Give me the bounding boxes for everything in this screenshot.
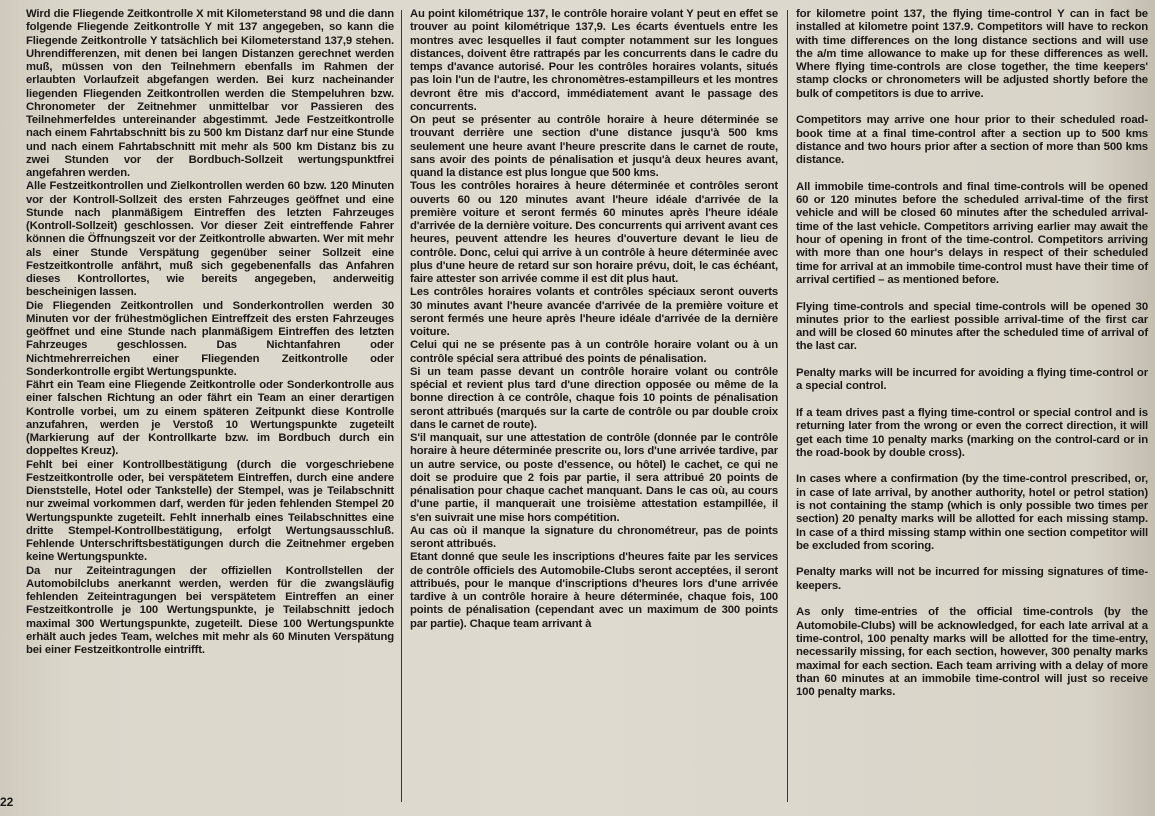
column-divider	[401, 10, 402, 802]
english-paragraph: for kilometre point 137, the flying time-control Y can in fact be installed at kilometre point 137.9. Competitors will have to reckon with time differences on the long distance sections and will use the a/m time allowance to make up for these differences as well. Where flying time-controls are close together, the time keepers' stamp clocks or chronometers will be adjusted shortly before the bulk of competitors is due to arrive.	[796, 8, 1148, 100]
english-paragraph: In cases where a confirmation (by the time-control prescribed, or, in case of late arrival, by another authority, hotel or petrol station) is not containing the stamp (which is only possible two times per section) 20 penalty marks will be allotted for each missing stamp. In case of a third missing stamp within one section competitor will be excluded from scoring.	[796, 473, 1148, 552]
german-paragraph: Fehlt bei einer Kontrollbestätigung (durch die vorgeschriebene Festzeitkontrolle oder, bei verspätetem Eintreffen, durch eine andere Dienststelle, Hotel oder Tankstelle) der Stempel, was je Teilabschnitt nur zweimal vorkommen darf, werden für jeden fehlenden Stempel 20 Wertungspunkte zugeteilt. Fehlt innerhalb eines Teilabschnittes eine dritte Stempel-Kontrollbestätigung, erfolgt Wertungsausschluß. Fehlende Unterschriftsbestätigungen durch die Zeitnehmer ergeben keine Wertungspunkte.	[26, 458, 394, 564]
english-paragraph: All immobile time-controls and final time-controls will be opened 60 or 120 minutes before the scheduled arrival-time of the first vehicle and will be closed 60 minutes after the scheduled arrival-time of the last vehicle. Competitors arriving earlier may await the hour of opening in front of the time-control. Competitors arriving with more than one hour's delays in respect of their scheduled time for arrival at an immobile time-control must have their time of arrival certified – as mentioned before.	[796, 180, 1148, 286]
french-paragraph: Les contrôles horaires volants et contrôles spéciaux seront ouverts 30 minutes avant l'heure avancée d'arrivée de la première voiture et seront fermés une heure après l'heure idéale d'arrivée de la dernière voiture.	[410, 286, 778, 338]
french-paragraph: S'il manquait, sur une attestation de contrôle (donnée par le contrôle horaire à heure déterminée prescrite ou, lors d'une arrivée tardive, par un autre service, ou poste d'essence, ou hôtel) le cachet, ce qui ne doit se produire que 2 fois par partie, il sera attribué 20 points de pénalisation pour chaque cachet manquant. Dans le cas où, au cours d'une partie, il manquerait une troisième attestation estampillée, il s'en suivrait une mise hors compétition.	[410, 432, 778, 524]
german-paragraph: Wird die Fliegende Zeitkontrolle X mit Kilometerstand 98 und die dann folgende Fliegende Zeitkontrolle Y mit 137 angegeben, so kann die Fliegende Zeitkontrolle Y tatsächlich bei Kilometerstand 137,9 stehen. Uhrendifferenzen, mit denen bei langen Distanzen gerechnet werden muß, müssen von den Teilnehmern ebenfalls im Rahmen der erlaubten Vorlaufzeit abgefangen werden. Bei kurz nacheinander liegenden Fliegenden Zeitkontrollen werden die Stempeluhren bzw. Chronometer der Zeitnehmer unmittelbar vor Passieren des Teilnehmerfeldes untereinander abgestimmt. Jede Festzeitkontrolle nach einem Fahrtabschnitt bis zu 500 km Distanz darf nur eine Stunde und nach einem Fahrtabschnitt mit mehr als 500 km Distanz bis zu zwei Stunden vor der Bordbuch-Sollzeit wertungspunktfrei angefahren werden.	[26, 8, 394, 179]
english-paragraph: Competitors may arrive one hour prior to their scheduled road-book time at a final time-control after a section up to 500 kms distance and two hours prior after a section of more than 500 kms distance.	[796, 114, 1148, 167]
column-divider	[787, 10, 788, 802]
page-number: 22	[0, 795, 14, 809]
french-paragraph: Tous les contrôles horaires à heure déterminée et contrôles seront ouverts 60 ou 120 minutes avant l'heure idéale d'arrivée de la première voiture et seront fermés 60 minutes après l'heure idéale d'arrivée de la dernière voiture. Des concurrents qui arrivent avant ces heures, peuvent attendre les heures d'ouverture devant le lieu de contrôle. Donc, celui qui arrive à un contrôle à heure déterminée avec plus d'une heure de retard sur son horaire prévu, doit, le cas échéant, faire attester son arrivée comme il est dit plus haut.	[410, 180, 778, 285]
english-paragraph: Penalty marks will not be incurred for missing signatures of time-keepers.	[796, 566, 1148, 592]
english-text-column	[796, 8, 1148, 713]
french-paragraph: Si un team passe devant un contrôle horaire volant ou contrôle spécial et revient plus tard d'une direction opposée ou même de la bonne direction à ce contrôle, chaque fois 10 points de pénalisation seront attribués (marqués sur la carte de contrôle ou par double croix dans le carnet de route).	[410, 365, 778, 431]
french-paragraph: On peut se présenter au contrôle horaire à heure déterminée se trouvant derrière une section d'une distance jusqu'à 500 kms seulement une heure avant l'heure prescrite dans le carnet de route, sans avoir des points de pénalisation et jusqu'à deux heures avant, quand la distance est plus longue que 500 kms.	[410, 114, 778, 179]
german-paragraph: Da nur Zeiteintragungen der offiziellen Kontrollstellen der Automobilclubs anerkannt werden, werden für die zwangsläufig fehlenden Zeiteintragungen bei verspätetem Eintreffen an einer Festzeitkontrolle je 100 Wertungspunkte, je Teilabschnitt jedoch maximal 300 Wertungspunkte, zugeteilt. Diese 100 Wertungspunkte erhält auch jedes Team, welches mit mehr als 60 Minuten Verspätung bei einer Festzeitkontrolle eintrifft.	[26, 564, 394, 656]
french-text-column	[410, 8, 778, 631]
french-paragraph: Au point kilométrique 137, le contrôle horaire volant Y peut en effet se trouver au point kilométrique 137,9. Les écarts éventuels entre les montres avec lesquelles il faut compter notamment sur les longues distances, doivent être rattrapés par les concurrents dans le cadre du temps d'avance autorisé. Pour les contrôles horaires volants, situés pas loin l'un de l'autre, les chronomètres-estampilleurs et les montres devront être mis d'accord, immédiatement avant le passage des concurrents.	[410, 8, 778, 113]
english-paragraph: Flying time-controls and special time-controls will be opened 30 minutes prior to the earliest possible arrival-time of the first car and will be closed 60 minutes after the scheduled time of arrival of the last car.	[796, 300, 1148, 353]
french-paragraph: Etant donné que seule les inscriptions d'heures faite par les services de contrôle officiels des Automobile-Clubs seront acceptées, il seront attribués, pour le manque d'inscriptions d'heures lors d'une arrivée tardive à un contrôle horaire à heure déterminée, chaque fois, 100 points de pénalisation (cependant avec un maximum de 300 points par partie). Chaque team arrivant à	[410, 551, 778, 630]
german-text-column	[26, 8, 394, 657]
english-paragraph: As only time-entries of the official time-controls (by the Automobile-Clubs) will be acknowledged, for each late arrival at a time-control, 100 penalty marks will be allotted for the time-entry, necessarily missing, for each section, however, 300 penalty marks maximal for each section. Each team arriving with a delay of more than 60 minutes at an immobile time-control will just so receive 100 penalty marks.	[796, 606, 1148, 699]
english-paragraph: Penalty marks will be incurred for avoiding a flying time-control or a special control.	[796, 367, 1148, 393]
german-paragraph: Die Fliegenden Zeitkontrollen und Sonderkontrollen werden 30 Minuten vor der frühestmöglichen Eintreffzeit des ersten Fahrzeuges geöffnet und eine Stunde nach planmäßigem Eintreffen des letzten Fahrzeuges geschlossen. Das Nichtanfahren oder Nichtmehrerreichen einer Fliegenden Zeitkontrolle oder Sonderkontrolle ergibt Wertungspunkte.	[26, 299, 394, 378]
german-paragraph: Fährt ein Team eine Fliegende Zeitkontrolle oder Sonderkontrolle aus einer falschen Richtung an oder fährt ein Team an einer derartigen Kontrolle vorbei, um zu einem späteren Zeitpunkt diese Kontrolle anzufahren, werden je Verstoß 10 Wertungspunkte zugeteilt (Markierung auf der Kontrollkarte bzw. im Bordbuch durch ein doppeltes Kreuz).	[26, 379, 394, 458]
french-paragraph: Au cas où il manque la signature du chronométreur, pas de points seront attribués.	[410, 524, 778, 550]
french-paragraph: Celui qui ne se présente pas à un contrôle horaire volant ou à un contrôle spécial sera attribué des points de pénalisation.	[410, 339, 778, 365]
english-paragraph: If a team drives past a flying time-control or special control and is returning later from the wrong or even the correct direction, it will get each time 10 penalty marks (marking on the control-card or in the road-book by double cross).	[796, 406, 1148, 459]
german-paragraph: Alle Festzeitkontrollen und Zielkontrollen werden 60 bzw. 120 Minuten vor der Kontroll-Sollzeit des ersten Fahrzeuges geöffnet und eine Stunde nach planmäßigem Eintreffen des letzten Fahrzeuges (Kontroll-Sollzeit) geschlossen. Vor dieser Zeit eintreffende Fahrer können die Öffnungszeit vor der Zeitkontrolle abwarten. Wer mit mehr als einer Stunde Verspätung gegenüber seiner Sollzeit eine Festzeitkontrolle anfährt, muß sich gegebenenfalls das Anfahren dieses Kontrollortes, wie bereits angegeben, anderweitig bescheinigen lassen.	[26, 180, 394, 299]
